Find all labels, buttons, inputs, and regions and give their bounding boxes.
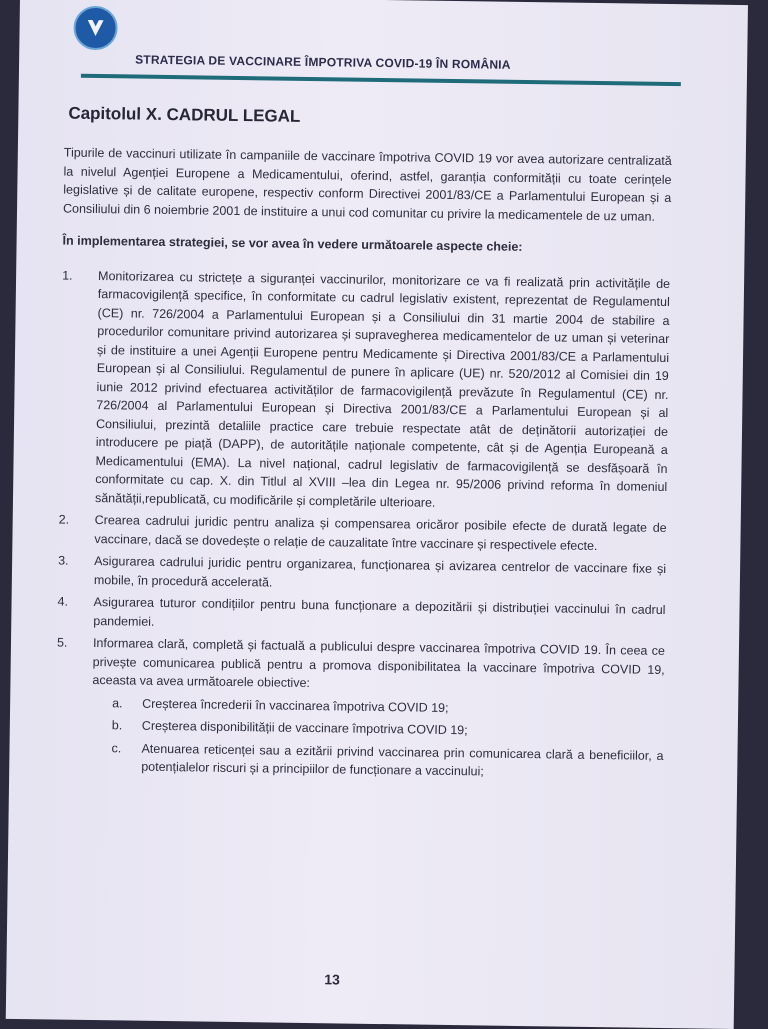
sublist-letter: b. [111, 718, 123, 733]
page-number: 13 [324, 971, 341, 988]
list-item [57, 593, 665, 638]
sublist-item [92, 693, 664, 719]
list-number: 2. [58, 512, 70, 527]
coat-of-arms-icon [73, 6, 118, 51]
sublist-letter: a. [112, 695, 123, 710]
list-item [55, 633, 665, 783]
sublist-letter: c. [111, 740, 122, 755]
list-item [59, 266, 670, 515]
sublist-text: Creșterea disponibilității de vaccinare împotriva COVID 19; [141, 718, 468, 738]
header-rule [81, 74, 681, 86]
list-number: 3. [58, 553, 69, 568]
subheading: În implementarea strategiei, se vor avea în vedere următoarele aspecte cheie: [62, 233, 523, 254]
page-header [72, 6, 693, 115]
list-item [58, 552, 666, 597]
document-page [6, 0, 748, 1029]
objectives-sublist [91, 693, 664, 783]
chapter-title: Capitolul X. CADRUL LEGAL [68, 103, 301, 126]
list-text: Asigurarea tuturor condițiilor pentru buna funcționare a depozitării și distribuției vaccinului în cadrul pandemiei. [93, 595, 666, 629]
list-text: Crearea cadrului juridic pentru analiza și compensarea oricăror posibile efecte de durată legate de vaccinare, dacă se dovedește o relație de cauzalitate între vaccinare și respectivele efecte. [94, 513, 667, 553]
sublist-text: Atenuarea reticenței sau a ezitării privind vaccinarea prin comunicarea clară a beneficiilor, a potențialelor riscuri și a principiilor de funcționare a vaccinului; [141, 741, 664, 779]
sublist-item [91, 738, 663, 783]
list-text: Informarea clară, completă și factuală a publicului despre vaccinarea împotriva COVID 19. În ceea ce privește comunicarea publică pentru a promova disponibilitatea la vaccinare împotriva COVID 19, aceasta va avea următoarele obiective: [92, 636, 666, 691]
list-text: Asigurarea cadrului juridic pentru organizarea, funcționarea și avizarea centrelor de vaccinare fixe și mobile, în procedură accelerată. [93, 554, 667, 589]
list-number: 5. [56, 635, 68, 650]
list-number: 4. [57, 594, 69, 609]
intro-paragraph: Tipurile de vaccinuri utilizate în campaniile de vaccinare împotriva COVID 19 vor avea autorizare centralizată la nivelul Agenției Europene a Medicamentului, oferind, astfel, garanția conformității cu toate cerințele legislative și de calitate europene, respectiv conform Directivei 2001/83/CE a Parlamentului European și a Consiliului din 6 noiembrie 2001 de instituire a unui cod comunitar cu privire la medicamentele de uz uman. [62, 145, 672, 224]
content-body [55, 144, 672, 788]
list-item [58, 511, 666, 556]
list-text: Monitorizarea cu strictețe a siguranței vaccinurilor, monitorizare ce va fi realizată prin activitățile de farmacovigilență specifice, în conformitate cu cadrul legislativ existent, reprezentat de Regulamentul (CE) nr. 726/2004 a Parlamentului European și a Consiliului din 31 martie 2004 de stabilire a procedurilor comunitare privind autorizarea și supravegherea medicamentelor de uz uman și veterinar și de instituire a unei Agenții Europene pentru Medicamente și Directiva 2001/83/CE a Parlamentului European și al Consiliului. Regulamentul de punere în aplicare (UE) nr. 520/2012 al Comisiei din 19 iunie 2012 privind efectuarea activităților de farmacovigilență prevăzute în Regulamentul (CE) nr. 726/2004 al Parlamentului European și Directiva 2001/83/CE a Parlamentului European și al Consiliului, prezintă detaliile practice care trebuie respectate atât de deținătorii autorizației de introducere pe piață (DAPP), de autoritățile naționale competente, cât și de Agenția Europeană a Medicamentului (EMA). La nivel național, cadrul legislativ de farmacovigilență se desfășoară în conformitate cu cap. X. din Titlul al XVIII –lea din Legea nr. 95/2006 privind reforma în domeniul sănătății,republicată, cu modificările și completările ulterioare. [94, 268, 671, 510]
header-title: STRATEGIA DE VACCINARE ÎMPOTRIVA COVID-19 ÎN ROMÂNIA [135, 52, 511, 72]
key-aspects-list [55, 266, 670, 783]
sublist-text: Creșterea încrederii în vaccinarea împotriva COVID 19; [142, 696, 449, 715]
list-number: 1. [62, 268, 73, 283]
sublist-item [92, 716, 664, 742]
